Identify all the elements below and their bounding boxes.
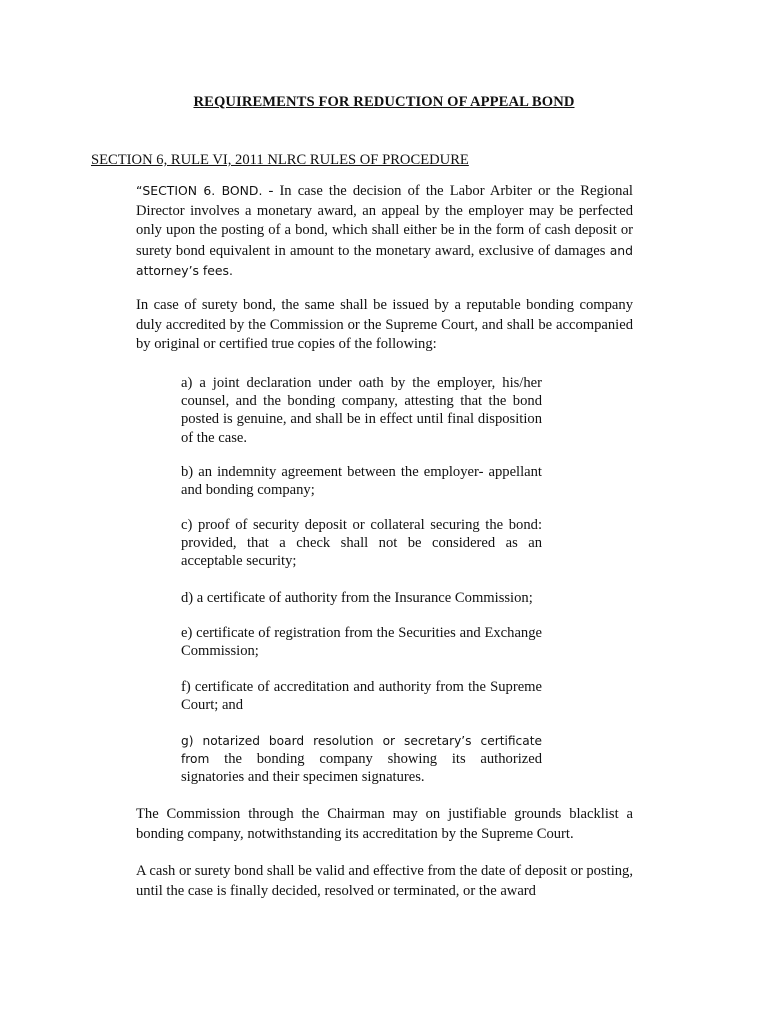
requirement-item-d: d) a certificate of authority from the Insurance Commission;	[181, 590, 533, 606]
requirement-item-f: f) certificate of accreditation and authority from the Supreme Court; and	[181, 679, 542, 714]
requirement-item-c: c) proof of security deposit or collateral securing the bond: provided, that a check shall not be considered as an acceptable security;	[181, 517, 542, 570]
requirement-item-g	[181, 732, 542, 787]
requirement-g-body: the bonding company showing its authorized signatories and their specimen signatures.	[181, 751, 542, 786]
section-heading: SECTION 6, RULE VI, 2011 NLRC RULES OF PROCEDURE	[91, 152, 469, 168]
paragraph-blacklist: The Commission through the Chairman may on justifiable grounds blacklist a bonding company, notwithstanding its accreditation by the Supreme Court.	[136, 806, 633, 842]
paragraph-section-6-bond	[136, 181, 633, 282]
paragraph-surety-bond: In case of surety bond, the same shall be issued by a reputable bonding company duly accredited by the Commission or the Supreme Court, and shall be accompanied by original or certified true copies of the following:	[136, 297, 633, 352]
requirement-item-a: a) a joint declaration under oath by the employer, his/her counsel, and the bonding company, attesting that the bond posted is genuine, and shall be in effect until final disposition of the case.	[181, 375, 542, 446]
requirement-item-b: b) an indemnity agreement between the employer- appellant and bonding company;	[181, 464, 542, 499]
section-lead: “SECTION 6. BOND.	[136, 183, 263, 198]
paragraph-validity: A cash or surety bond shall be valid and effective from the date of deposit or posting, until the case is finally decided, resolved or terminated, or the award	[136, 863, 634, 899]
section-tail: and attorney’s fees.	[136, 242, 633, 278]
requirement-g-lead: g) notarized board resolution or secretary’s certificate from	[181, 734, 542, 767]
section-body: - In case the decision of the Labor Arbiter or the Regional Director involves a monetary award, an appeal by the employer may be perfected only upon the posting of a bond, which shall either be in the form of cash deposit or surety bond equivalent in amount to the monetary award, exclusive of damages	[136, 183, 633, 259]
document-title: REQUIREMENTS FOR REDUCTION OF APPEAL BOND	[193, 94, 575, 110]
requirement-item-e: e) certificate of registration from the Securities and Exchange Commission;	[181, 625, 542, 660]
